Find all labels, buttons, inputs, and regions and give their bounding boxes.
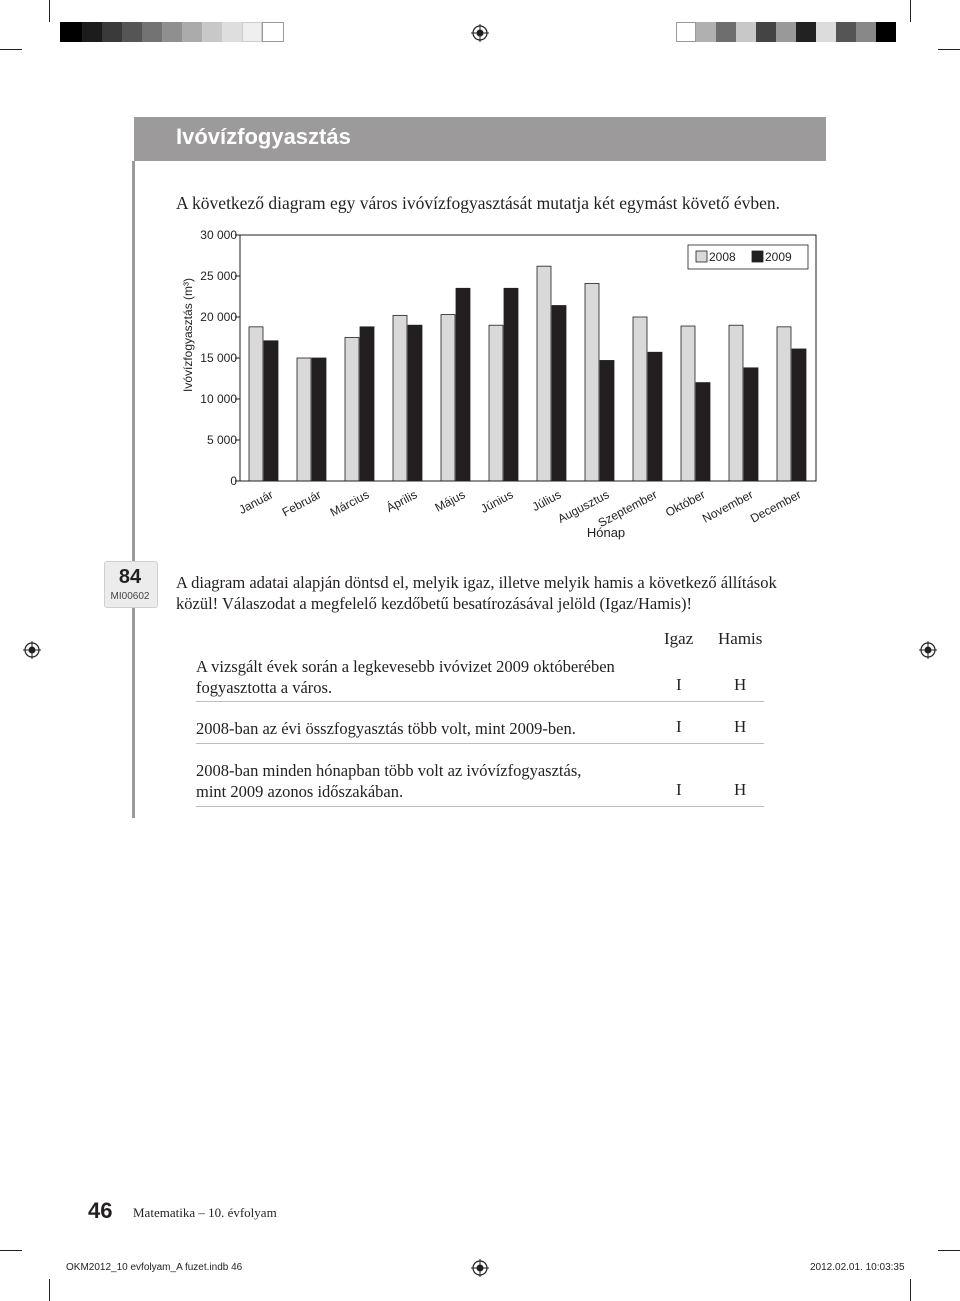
x-tick-label: Január: [236, 487, 276, 517]
y-axis-label: Ivóvízfogyasztás (m³): [181, 277, 195, 393]
y-tick-label: 20 000: [200, 310, 237, 324]
statement-2-line-1: 2008-ban az évi összfogyasztás több volt, mint 2009-ben.: [196, 719, 576, 738]
y-tick-label: 5 000: [206, 433, 237, 447]
margin-rule: [132, 161, 135, 818]
bar-2008-május: [441, 315, 455, 481]
x-tick-label: Szeptember: [595, 487, 660, 531]
task-number: 84: [118, 566, 142, 588]
bar-2008-szeptember: [633, 317, 647, 481]
x-tick-label: Március: [327, 487, 372, 520]
page-title: Ivóvízfogyasztás: [176, 124, 351, 149]
bar-2008-augusztus: [585, 283, 599, 481]
bar-2009-november: [744, 368, 758, 481]
chart-legend: [688, 245, 808, 269]
statement-1-true-option[interactable]: I: [676, 675, 682, 694]
instruction-line-1: A diagram adatai alapján döntsd el, melyik igaz, illetve melyik hamis a következő állítások: [176, 573, 777, 592]
bar-2009-április: [408, 325, 422, 481]
bar-2008-április: [393, 315, 407, 481]
registration-mark-bottom: [471, 1259, 489, 1277]
task-code: MI00602: [110, 591, 150, 602]
y-tick-label: 25 000: [200, 269, 237, 283]
bar-2009-július: [552, 306, 566, 481]
bar-2008-november: [729, 325, 743, 481]
bar-2009-szeptember: [648, 352, 662, 481]
x-tick-label: November: [699, 487, 756, 526]
statement-1-false-option[interactable]: H: [734, 675, 747, 694]
bar-2009-június: [504, 288, 518, 481]
x-tick-label: Február: [279, 487, 324, 520]
slug-timestamp: 2012.02.01. 10:03:35: [810, 1262, 905, 1273]
x-tick-label: Augusztus: [555, 487, 612, 526]
intro-text: A következő diagram egy város ivóvízfogyasztását mutatja két egymást követő évben.: [176, 193, 781, 213]
x-tick-label: December: [747, 487, 804, 526]
page-number: 46: [88, 1198, 113, 1223]
bar-2009-február: [312, 358, 326, 481]
bar-2008-március: [345, 338, 359, 482]
bar-2009-augusztus: [600, 360, 614, 481]
x-axis-label: Hónap: [586, 525, 626, 540]
x-tick-label: Június: [478, 487, 516, 516]
instruction-line-2: közül! Válaszodat a megfelelő kezdőbetű besatírozásával jelöld (Igaz/Hamis)!: [176, 594, 693, 613]
row-divider: [196, 806, 764, 807]
footer-subject: Matematika – 10. évfolyam: [133, 1205, 277, 1220]
legend-swatch-2009: [752, 251, 763, 262]
column-header-true: Igaz: [664, 629, 694, 648]
y-tick-label: 10 000: [200, 392, 237, 406]
registration-mark-right: [919, 641, 937, 659]
bar-2008-december: [777, 327, 791, 481]
bar-2009-május: [456, 288, 470, 481]
statement-3-false-option[interactable]: H: [734, 780, 747, 799]
x-tick-label: Október: [663, 487, 708, 520]
slug-filename: OKM2012_10 evfolyam_A fuzet.indb 46: [66, 1262, 243, 1273]
statement-2-false-option[interactable]: H: [734, 717, 747, 736]
bar-2008-október: [681, 326, 695, 481]
row-divider: [196, 743, 764, 744]
statement-3-line-1: 2008-ban minden hónapban több volt az ivóvízfogyasztás,: [196, 761, 582, 780]
bar-2008-január: [249, 327, 263, 481]
column-header-false: Hamis: [718, 629, 763, 648]
bar-chart: [160, 225, 840, 555]
y-tick-label: 0: [230, 474, 237, 488]
x-tick-label: Április: [383, 487, 420, 515]
bar-2009-március: [360, 327, 374, 481]
bar-2009-január: [264, 341, 278, 481]
bar-2009-december: [792, 349, 806, 481]
legend-label-2008: 2008: [709, 250, 736, 264]
statement-1-line-1: A vizsgált évek során a legkevesebb ivóvizet 2009 októberében: [196, 657, 615, 676]
bar-2008-július: [537, 266, 551, 481]
bar-2009-október: [696, 383, 710, 481]
registration-mark-left: [23, 641, 41, 659]
statement-3-true-option[interactable]: I: [676, 780, 682, 799]
statement-2-true-option[interactable]: I: [676, 717, 682, 736]
row-divider: [196, 701, 764, 702]
x-tick-label: Május: [432, 487, 468, 515]
bar-2008-február: [297, 358, 311, 481]
bar-2008-június: [489, 325, 503, 481]
legend-swatch-2008: [696, 251, 707, 262]
x-tick-label: Július: [529, 487, 564, 515]
legend-label-2009: 2009: [765, 250, 792, 264]
statement-1-line-2: fogyasztotta a város.: [196, 678, 333, 697]
registration-mark-top: [471, 24, 489, 42]
y-tick-label: 30 000: [200, 228, 237, 242]
statement-3-line-2: mint 2009 azonos időszakában.: [196, 782, 404, 801]
y-tick-label: 15 000: [200, 351, 237, 365]
